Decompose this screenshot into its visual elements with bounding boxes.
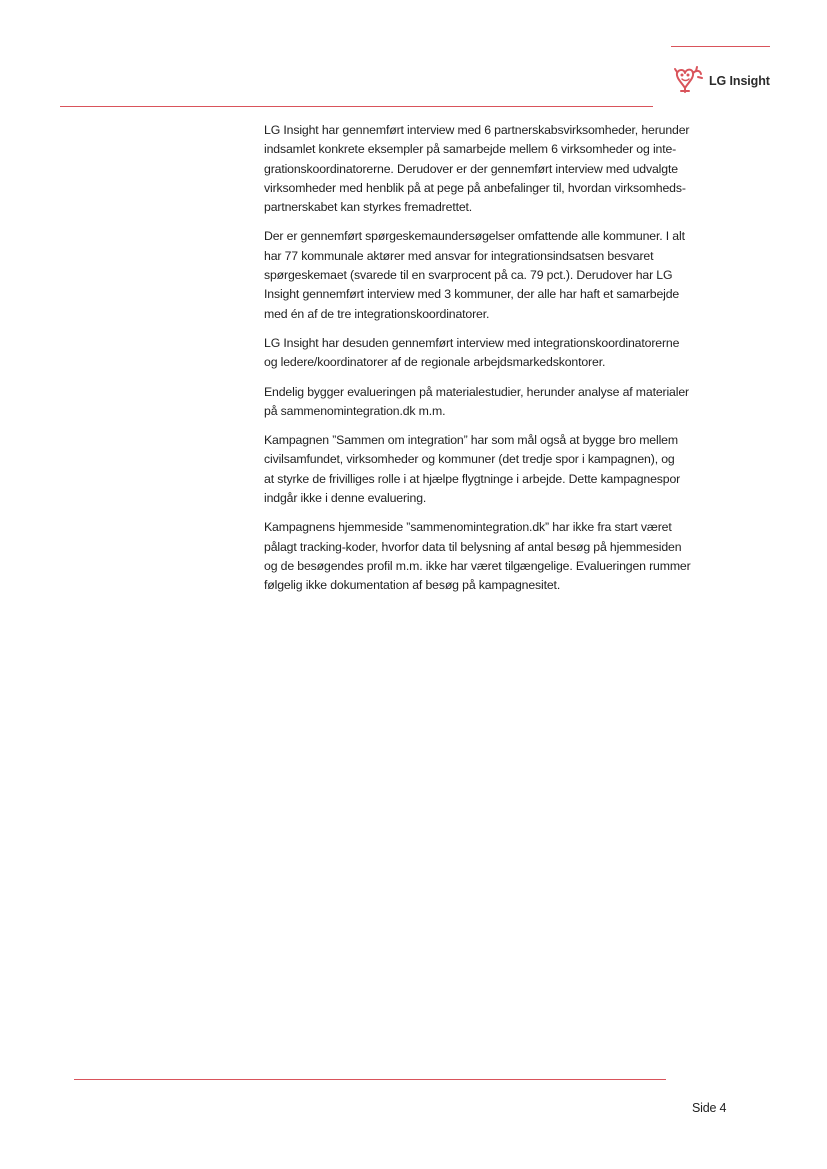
paragraph-1 [264, 121, 734, 217]
text-line: grationskoordinatorerne. Derudover er der gennemført interview med udvalgte [264, 161, 678, 176]
text-line: LG Insight har gennemført interview med 6 partnerskabsvirksomheder, herunder [264, 123, 690, 137]
paragraph-6 [264, 518, 734, 595]
text-line: har 77 kommunale aktører med ansvar for integrationsindsatsen besvaret [264, 248, 654, 263]
paragraph-5 [264, 431, 734, 508]
text-line: Endelig bygger evalueringen på materialestudier, herunder analyse af materialer [264, 384, 689, 399]
text-line: og de besøgendes profil m.m. ikke har været tilgængelige. Evalueringen rummer [264, 558, 691, 573]
text-line: partnerskabet kan styrkes fremadrettet. [264, 200, 473, 215]
text-line: Kampagnens hjemmeside ”sammenomintegration.dk” har ikke fra start været [264, 520, 672, 535]
text-line: følgelig ikke dokumentation af besøg på kampagnesitet. [264, 578, 561, 593]
text-line: Insight gennemført interview med 3 kommuner, der alle har haft et samarbejde [264, 287, 680, 302]
text-line: indgår ikke i denne evaluering. [264, 491, 427, 506]
text-line: at styrke de frivilliges rolle i at hjælpe flygtninge i arbejde. Dette kampagnespor [264, 471, 681, 486]
footer-rule [74, 1079, 666, 1080]
text-line: og ledere/koordinatorer af de regionale arbejdsmarkedskontorer. [264, 355, 606, 370]
text-line: Der er gennemført spørgeskemaundersøgelser omfattende alle kommuner. I alt [264, 229, 685, 244]
text-line: pålagt tracking-koder, hvorfor data til belysning af antal besøg på hjemmesiden [264, 539, 682, 554]
logo-text: LG Insight [709, 74, 770, 88]
text-line: på sammenomintegration.dk m.m. [264, 403, 446, 418]
lg-insight-mascot-icon [672, 64, 706, 94]
header-accent-rule [671, 46, 770, 47]
paragraph-3 [264, 334, 734, 373]
text-line: LG Insight har desuden gennemført interview med integrationskoordinatorerne [264, 335, 680, 350]
lg-insight-logo [672, 64, 770, 94]
page-number: Side 4 [692, 1101, 727, 1115]
text-line: virksomheder med henblik på at pege på anbefalinger til, hvordan virksomheds- [264, 180, 686, 195]
header-rule [60, 106, 653, 107]
text-line: spørgeskemaet (svarede til en svarprocent på ca. 79 pct.). Derudover har LG [264, 268, 673, 283]
paragraph-4 [264, 383, 734, 422]
text-line: med én af de tre integrationskoordinatorer. [264, 306, 490, 321]
paragraph-2 [264, 227, 734, 323]
text-line: Kampagnen ”Sammen om integration” har som mål også at bygge bro mellem [264, 433, 678, 448]
text-line: indsamlet konkrete eksempler på samarbejde mellem 6 virksomheder og inte- [264, 142, 677, 157]
text-line: civilsamfundet, virksomheder og kommuner (det tredje spor i kampagnen), og [264, 452, 675, 467]
body-text [264, 121, 734, 606]
